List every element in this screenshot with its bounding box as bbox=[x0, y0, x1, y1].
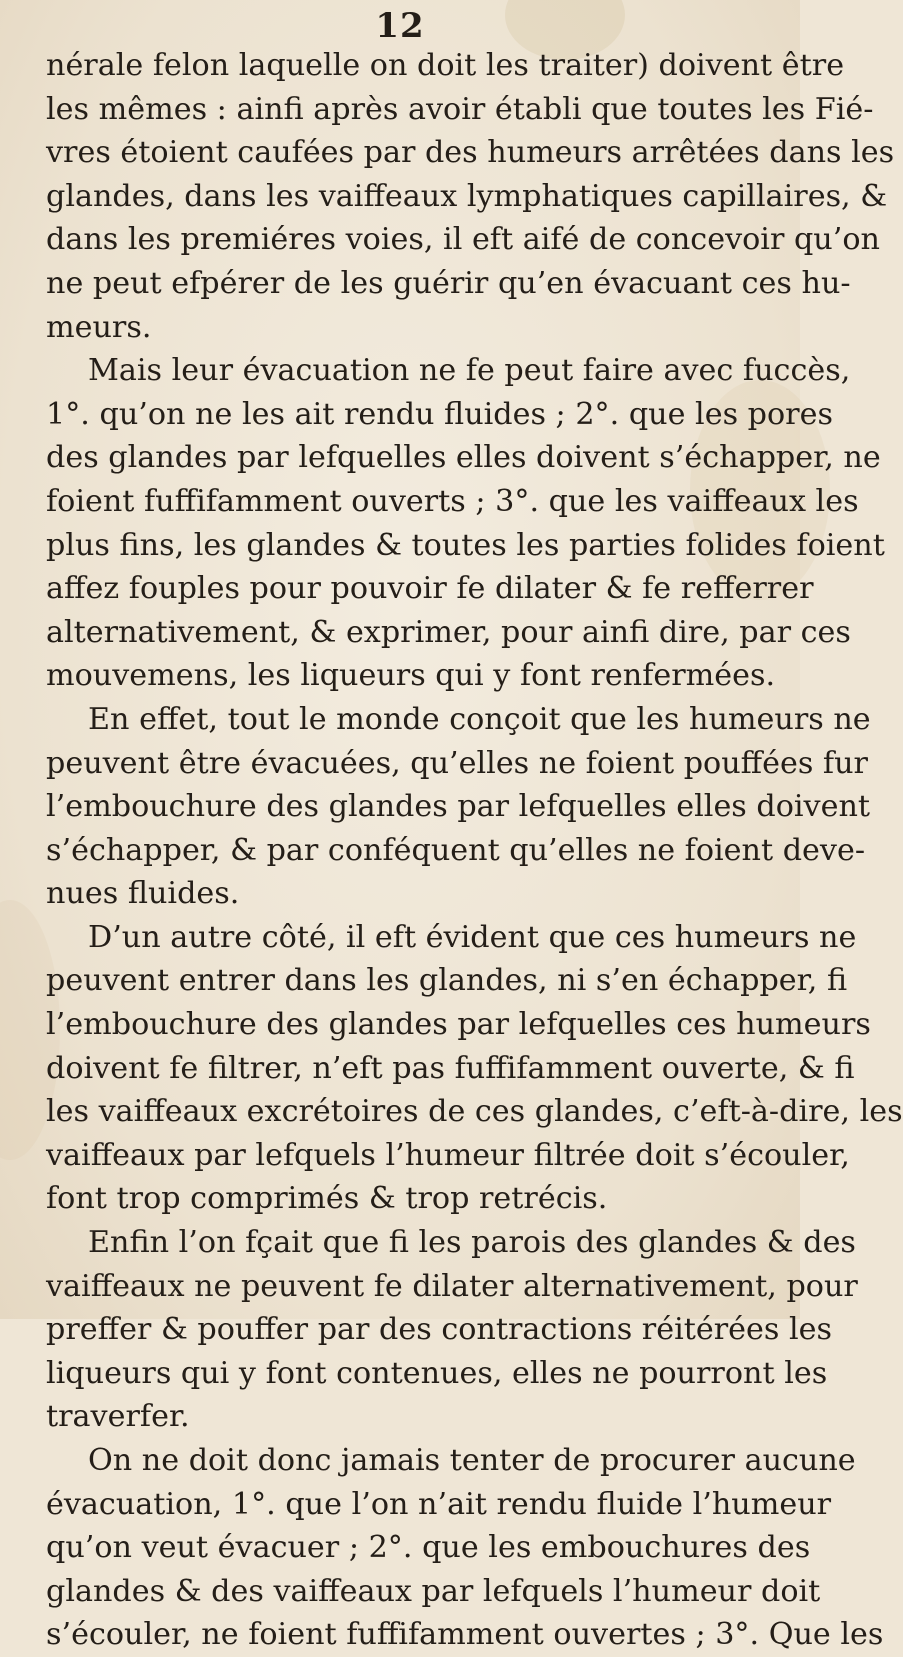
text-line: vres étoient caufées par des humeurs arrêtées dans les bbox=[46, 135, 895, 171]
text-line: l’embouchure des glandes par lefquelles ces humeurs bbox=[46, 1007, 871, 1043]
text-line: évacuation, 1°. que l’on n’ait rendu fluide l’humeur bbox=[46, 1486, 832, 1522]
text-line: plus fins, les glandes & toutes les parties folides foient bbox=[46, 527, 885, 563]
text-line: affez fouples pour pouvoir fe dilater & fe refferrer bbox=[46, 571, 814, 607]
text-line: les vaiffeaux excrétoires de ces glandes, c’eft-à-dire, les bbox=[46, 1094, 903, 1130]
text-line: vaiffeaux ne peuvent fe dilater alternativement, pour bbox=[46, 1268, 858, 1304]
text-line: nues fluides. bbox=[46, 876, 240, 912]
text-line: peuvent être évacuées, qu’elles ne foient pouffées fur bbox=[46, 745, 868, 781]
text-line: nérale felon laquelle on doit les traiter) doivent être bbox=[46, 48, 845, 83]
text-line: D’un autre côté, il eft évident que ces humeurs ne bbox=[88, 919, 857, 955]
page-number: 12 bbox=[375, 6, 425, 46]
text-line: les mêmes : ainfi après avoir établi que toutes les Fié- bbox=[46, 91, 874, 127]
text-line: preffer & pouffer par des contractions réitérées les bbox=[46, 1312, 833, 1348]
text-line: alternativement, & exprimer, pour ainfi dire, par ces bbox=[46, 614, 851, 650]
text-line: glandes, dans les vaiffeaux lymphatiques capillaires, & bbox=[46, 178, 888, 214]
text-line: dans les premiéres voies, il eft aifé de concevoir qu’on bbox=[46, 222, 880, 258]
text-line: doivent fe filtrer, n’eft pas fuffifamment ouverte, & fi bbox=[46, 1050, 855, 1086]
text-line: l’embouchure des glandes par lefquelles elles doivent bbox=[46, 789, 871, 825]
text-line: Mais leur évacuation ne fe peut faire avec fuccès, bbox=[88, 353, 851, 389]
text-line: mouvemens, les liqueurs qui y font renfermées. bbox=[46, 658, 776, 694]
text-line: des glandes par lefquelles elles doivent s’échapper, ne bbox=[46, 440, 881, 476]
text-line: On ne doit donc jamais tenter de procurer aucune bbox=[88, 1443, 856, 1478]
text-line: s’écouler, ne foient fuffifamment ouvertes ; 3°. Que les bbox=[46, 1617, 884, 1653]
body-text bbox=[46, 44, 903, 1657]
text-line: s’échapper, & par conféquent qu’elles ne foient deve- bbox=[46, 832, 866, 868]
text-line: traverfer. bbox=[46, 1399, 190, 1435]
text-line: glandes & des vaiffeaux par lefquels l’humeur doit bbox=[46, 1573, 821, 1609]
text-line: liqueurs qui y font contenues, elles ne pourront les bbox=[46, 1355, 828, 1391]
text-line: En effet, tout le monde conçoit que les humeurs ne bbox=[88, 701, 871, 737]
text-line: font trop comprimés & trop retrécis. bbox=[46, 1181, 608, 1217]
text-line: foient fuffifamment ouverts ; 3°. que les vaiffeaux les bbox=[46, 483, 859, 519]
text-line: ne peut efpérer de les guérir qu’en évacuant ces hu- bbox=[46, 265, 851, 301]
text-line: vaiffeaux par lefquels l’humeur filtrée doit s’écouler, bbox=[46, 1137, 850, 1173]
text-line: meurs. bbox=[46, 309, 152, 345]
text-line: 1°. qu’on ne les ait rendu fluides ; 2°. que les pores bbox=[46, 396, 833, 432]
text-line: Enfin l’on fçait que fi les parois des glandes & des bbox=[88, 1225, 856, 1261]
text-line: qu’on veut évacuer ; 2°. que les embouchures des bbox=[46, 1530, 811, 1566]
text-line: peuvent entrer dans les glandes, ni s’en échapper, fi bbox=[46, 963, 848, 999]
